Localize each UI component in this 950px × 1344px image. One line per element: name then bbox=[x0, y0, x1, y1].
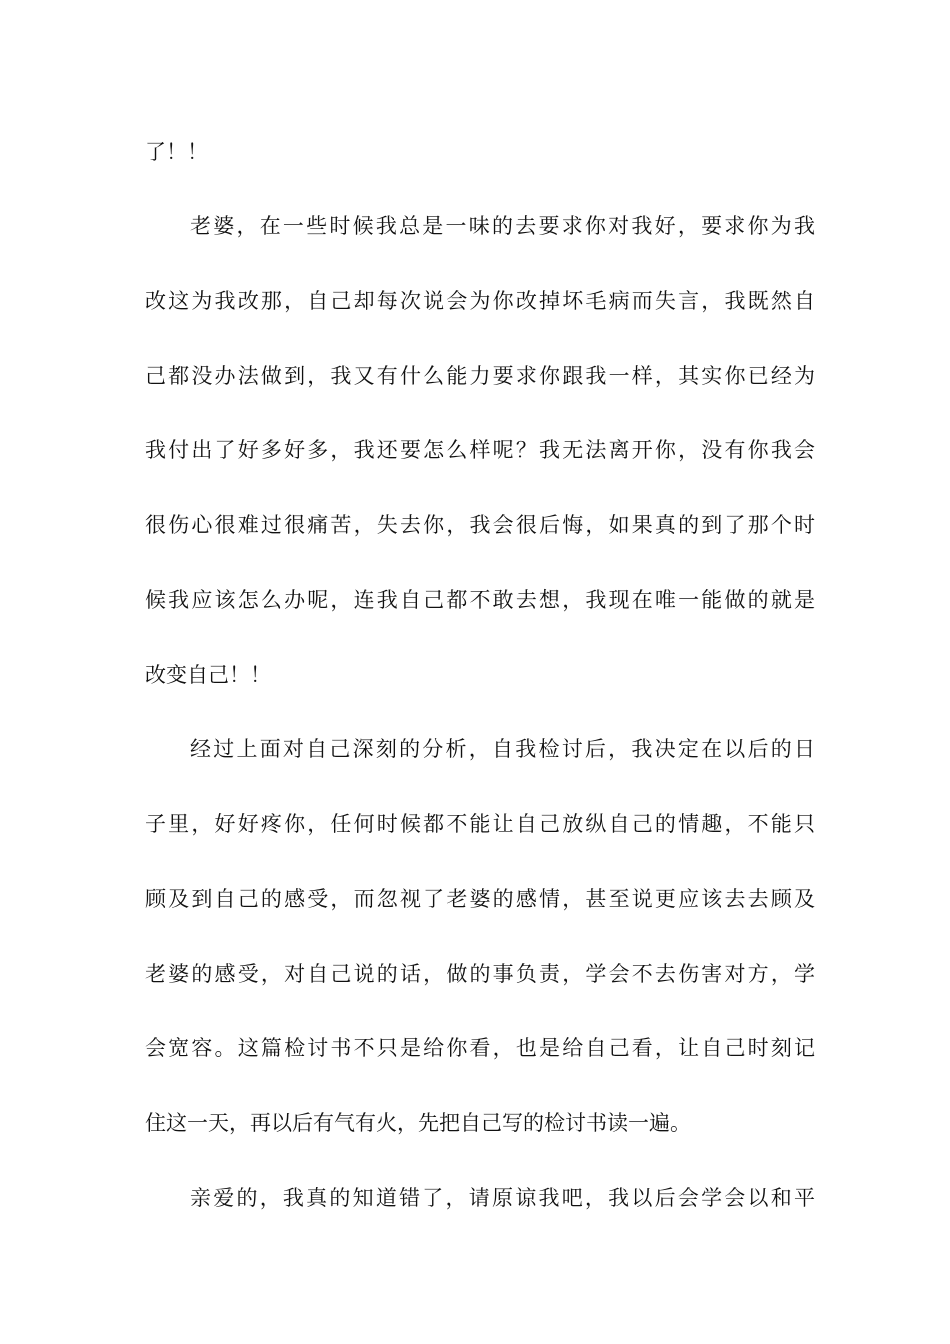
paragraph-start: 老婆，在一些时候我总是一味的去要求你对我好，要求你为我 bbox=[190, 214, 815, 238]
text-line: 顾及到自己的感受，而忽视了老婆的感情，甚至说更应该去去顾及 bbox=[145, 887, 815, 911]
text-line: 会宽容。这篇检讨书不只是给你看，也是给自己看，让自己时刻记 bbox=[145, 1036, 815, 1060]
text-line: 老婆的感受，对自己说的话，做的事负责，学会不去伤害对方，学 bbox=[145, 962, 815, 986]
text-line: 改这为我改那，自己却每次说会为你改掉坏毛病而失言，我既然自 bbox=[145, 289, 815, 313]
paragraph-start: 经过上面对自己深刻的分析，自我检讨后，我决定在以后的日 bbox=[190, 737, 815, 761]
text-line: 己都没办法做到，我又有什么能力要求你跟我一样，其实你已经为 bbox=[145, 364, 815, 388]
text-line: 子里，好好疼你，任何时候都不能让自己放纵自己的情趣，不能只 bbox=[145, 812, 815, 836]
text-line: 改变自己！！ bbox=[145, 663, 271, 687]
text-line: 了！！ bbox=[145, 140, 208, 164]
text-line: 我付出了好多好多，我还要怎么样呢？我无法离开你，没有你我会 bbox=[145, 438, 815, 462]
text-line: 很伤心很难过很痛苦，失去你，我会很后悔，如果真的到了那个时 bbox=[145, 513, 815, 537]
paragraph-start: 亲爱的，我真的知道错了，请原谅我吧，我以后会学会以和平 bbox=[190, 1186, 815, 1210]
text-line: 候我应该怎么办呢，连我自己都不敢去想，我现在唯一能做的就是 bbox=[145, 588, 815, 612]
text-line: 住这一天，再以后有气有火，先把自己写的检讨书读一遍。 bbox=[145, 1111, 691, 1135]
